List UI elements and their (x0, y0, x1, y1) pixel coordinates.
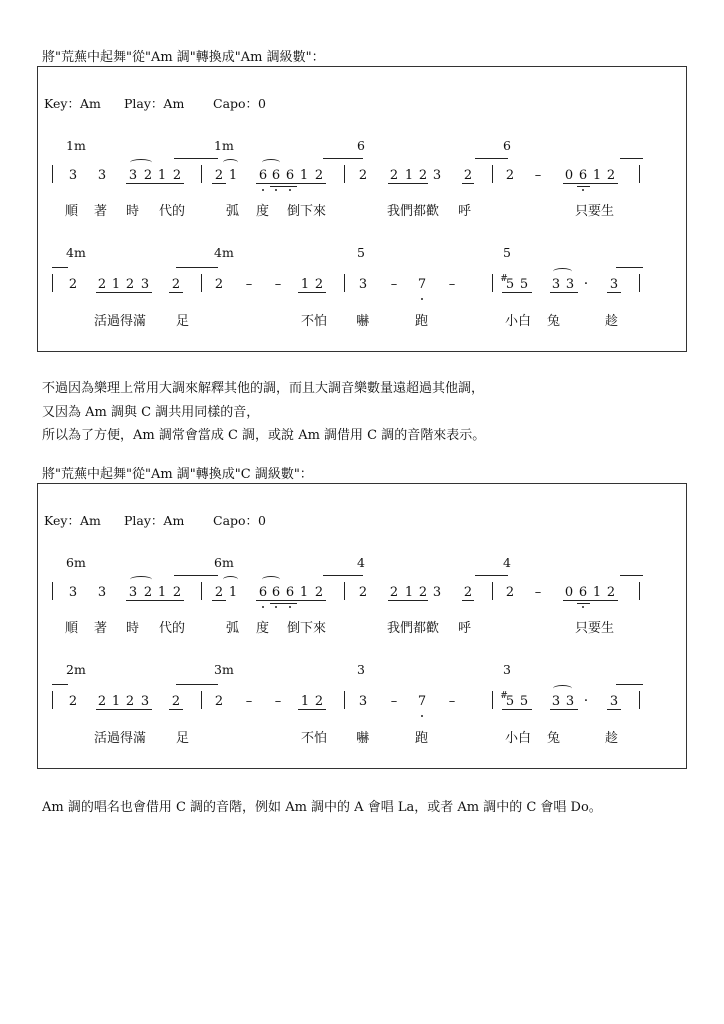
jianpu-note: 6 (258, 585, 268, 600)
slur-arc (553, 268, 572, 275)
lyric: 弧 (226, 204, 240, 219)
jianpu-note: 7 (417, 694, 427, 709)
bar-line (639, 691, 640, 709)
beam-underline (256, 600, 326, 601)
beam-underline (96, 709, 152, 710)
jianpu-note: 1 (592, 168, 602, 183)
lyric: 不怕 (301, 314, 328, 329)
jianpu-note: 2 (389, 585, 399, 600)
bar-line (344, 165, 345, 183)
beam-underline (270, 603, 297, 604)
lyric: 我們都歡 (387, 204, 440, 219)
jianpu-note: 2 (463, 168, 473, 183)
beam-underline (388, 183, 428, 184)
jianpu-note: 6 (578, 168, 588, 183)
jianpu-note: 6 (258, 168, 268, 183)
lyric: 趁 (605, 731, 619, 746)
lyric: 著 (94, 621, 108, 636)
beam-underline (607, 709, 621, 710)
beam-underline (298, 709, 326, 710)
beam-underline (550, 292, 578, 293)
jianpu-note: 3 (551, 277, 561, 292)
chord: 6m (214, 555, 234, 570)
lyric: 趁 (605, 314, 619, 329)
tie-line (616, 684, 643, 686)
jianpu-note: 1 (111, 694, 121, 709)
jianpu-note: · (583, 276, 589, 292)
bar-line (52, 274, 53, 292)
jianpu-note: – (390, 694, 398, 709)
chord: 4 (503, 555, 511, 570)
beam-underline (270, 186, 297, 187)
jianpu-note: 2 (143, 168, 153, 183)
jianpu-note: – (245, 277, 253, 292)
jianpu-note: 2 (214, 168, 224, 183)
jianpu-note: 0 (564, 168, 574, 183)
beam-underline (462, 600, 474, 601)
bar-line (201, 691, 202, 709)
jianpu-note: · (583, 693, 589, 709)
beam-underline (462, 183, 474, 184)
lyric: 時 (126, 204, 140, 219)
jianpu-note: 1 (404, 168, 414, 183)
jianpu-note: 2 (68, 694, 78, 709)
jianpu-note: 6 (578, 585, 588, 600)
lyric: 嚇 (356, 314, 370, 329)
jianpu-note: 6 (285, 585, 295, 600)
jianpu-note: 2 (214, 585, 224, 600)
bar-line (201, 274, 202, 292)
jianpu-note: 5 (505, 694, 515, 709)
jianpu-note: 2 (606, 168, 616, 183)
jianpu-note: 2 (68, 277, 78, 292)
beam-underline (563, 600, 618, 601)
chord: 6 (357, 138, 365, 153)
jianpu-note: 3 (565, 277, 575, 292)
chord: 6m (66, 555, 86, 570)
jianpu-note: 2 (214, 694, 224, 709)
jianpu-note: 2 (606, 585, 616, 600)
octave-dot (582, 189, 584, 191)
tie-line (176, 267, 218, 269)
slur-arc (223, 159, 238, 166)
capo-label: Capo：0 (213, 96, 266, 111)
jianpu-note: 5 (505, 277, 515, 292)
beam-underline (502, 292, 532, 293)
chord: 5 (503, 245, 511, 260)
play-label: Play：Am (124, 96, 185, 111)
octave-dot (582, 606, 584, 608)
jianpu-note: 2 (172, 585, 182, 600)
jianpu-note: 2 (358, 585, 368, 600)
lyric: 只要生 (575, 621, 615, 636)
lyric: 跑 (415, 731, 429, 746)
chord: 1m (214, 138, 234, 153)
jianpu-note: 3 (609, 277, 619, 292)
beam-underline (212, 600, 226, 601)
jianpu-note: 1 (228, 168, 238, 183)
jianpu-note: – (448, 694, 456, 709)
octave-dot (262, 606, 264, 608)
tie-line (475, 158, 508, 160)
jianpu-note: – (534, 585, 542, 600)
score-box-1 (37, 66, 687, 352)
jianpu-note: 5 (519, 277, 529, 292)
jianpu-note: 6 (285, 168, 295, 183)
jianpu-note: 1 (299, 585, 309, 600)
bar-line (344, 274, 345, 292)
jianpu-note: – (245, 694, 253, 709)
jianpu-note: 1 (111, 277, 121, 292)
jianpu-note: 2 (125, 694, 135, 709)
octave-dot (262, 189, 264, 191)
lyric: 弧 (226, 621, 240, 636)
jianpu-note: 2 (125, 277, 135, 292)
jianpu-note: 2 (505, 585, 515, 600)
chord: 4m (66, 245, 86, 260)
notation-row-1 (38, 582, 686, 612)
octave-dot (275, 189, 277, 191)
lyric: 活過得滿 (94, 314, 147, 329)
capo-label: Capo：0 (213, 513, 266, 528)
lyric: 足 (176, 731, 190, 746)
jianpu-note: – (534, 168, 542, 183)
slur-arc (223, 576, 238, 583)
bar-line (344, 691, 345, 709)
octave-dot (421, 715, 423, 717)
jianpu-note: 1 (300, 277, 310, 292)
jianpu-note: 1 (299, 168, 309, 183)
jianpu-note: 1 (592, 585, 602, 600)
tie-line (620, 575, 643, 577)
bar-line (52, 582, 53, 600)
bar-line (492, 582, 493, 600)
beam-underline (577, 186, 590, 187)
slur-arc (553, 685, 572, 692)
jianpu-note: – (274, 277, 282, 292)
jianpu-note: 6 (271, 585, 281, 600)
tie-line (323, 158, 363, 160)
chord: 1m (66, 138, 86, 153)
beam-underline (550, 709, 578, 710)
jianpu-note: – (274, 694, 282, 709)
jianpu-note: 2 (463, 585, 473, 600)
chord: 3 (357, 662, 365, 677)
tie-line (616, 267, 643, 269)
lyric: 倒下來 (287, 621, 327, 636)
bar-line (201, 165, 202, 183)
bar-line (344, 582, 345, 600)
jianpu-note: 2 (214, 277, 224, 292)
jianpu-note: 2 (314, 277, 324, 292)
jianpu-note: # (500, 274, 508, 284)
beam-underline (169, 292, 183, 293)
beam-underline (126, 600, 184, 601)
lyric: 我們都歡 (387, 621, 440, 636)
bar-line (639, 582, 640, 600)
lyric: 倒下來 (287, 204, 327, 219)
tie-line (475, 575, 508, 577)
octave-dot (289, 606, 291, 608)
jianpu-note: 3 (68, 168, 78, 183)
beam-underline (298, 292, 326, 293)
jianpu-note: 3 (358, 694, 368, 709)
jianpu-note: 2 (143, 585, 153, 600)
jianpu-note: 7 (417, 277, 427, 292)
lyric: 時 (126, 621, 140, 636)
jianpu-note: 2 (97, 277, 107, 292)
jianpu-note: 3 (358, 277, 368, 292)
beam-underline (256, 183, 326, 184)
bar-line (492, 165, 493, 183)
jianpu-note: 1 (228, 585, 238, 600)
footer-note: Am 調的唱名也會借用 C 調的音階，例如 Am 調中的 A 會唱 La，或者 Am 調中的 C 會唱 Do。 (42, 800, 602, 815)
jianpu-note: 3 (551, 694, 561, 709)
jianpu-note: 1 (404, 585, 414, 600)
jianpu-note: # (500, 691, 508, 701)
lyric: 嚇 (356, 731, 370, 746)
jianpu-note: 2 (505, 168, 515, 183)
beam-underline (212, 183, 226, 184)
lyric: 呼 (458, 621, 472, 636)
lyric: 兔 (547, 731, 561, 746)
lyric: 跑 (415, 314, 429, 329)
jianpu-note: – (448, 277, 456, 292)
jianpu-note: 3 (97, 585, 107, 600)
jianpu-note: 2 (172, 168, 182, 183)
slur-arc (130, 159, 152, 166)
jianpu-note: 0 (564, 585, 574, 600)
octave-dot (275, 606, 277, 608)
lyric: 兔 (547, 314, 561, 329)
jianpu-note: 1 (157, 585, 167, 600)
beam-underline (563, 183, 618, 184)
chord: 3m (214, 662, 234, 677)
lyric: 代的 (159, 204, 186, 219)
chord: 6 (503, 138, 511, 153)
jianpu-note: 3 (140, 277, 150, 292)
bar-line (52, 691, 53, 709)
tie-line (174, 158, 218, 160)
beam-underline (607, 292, 621, 293)
beam-underline (96, 292, 152, 293)
jianpu-note: – (390, 277, 398, 292)
bar-line (639, 274, 640, 292)
lyric: 不怕 (301, 731, 328, 746)
jianpu-note: 2 (97, 694, 107, 709)
jianpu-note: 2 (358, 168, 368, 183)
lyric: 順 (65, 621, 79, 636)
jianpu-note: 3 (432, 585, 442, 600)
jianpu-note: 3 (565, 694, 575, 709)
beam-underline (126, 183, 184, 184)
lyric: 小白 (505, 314, 532, 329)
bar-line (639, 165, 640, 183)
jianpu-note: 3 (609, 694, 619, 709)
jianpu-note: 3 (97, 168, 107, 183)
jianpu-note: 2 (314, 694, 324, 709)
chord: 4 (357, 555, 365, 570)
key-label: Key：Am (44, 513, 101, 528)
bar-line (52, 165, 53, 183)
octave-dot (289, 189, 291, 191)
bar-line (492, 274, 493, 292)
jianpu-note: 6 (271, 168, 281, 183)
slur-arc (262, 576, 280, 583)
paragraph-line-3: 所以為了方便，Am 調常會當成 C 調，或說 Am 調借用 C 調的音階來表示。 (42, 428, 486, 443)
paragraph-line-1: 不過因為樂理上常用大調來解釋其他的調，而且大調音樂數量遠超過其他調， (42, 381, 485, 396)
tie-line (176, 684, 218, 686)
tie-line (620, 158, 643, 160)
jianpu-note: 2 (418, 168, 428, 183)
lyric: 順 (65, 204, 79, 219)
lyric: 只要生 (575, 204, 615, 219)
play-label: Play：Am (124, 513, 185, 528)
slur-arc (262, 159, 280, 166)
tie-line (52, 684, 68, 686)
jianpu-note: 3 (68, 585, 78, 600)
octave-dot (421, 298, 423, 300)
chord: 5 (357, 245, 365, 260)
tie-line (323, 575, 363, 577)
jianpu-note: 3 (140, 694, 150, 709)
beam-underline (577, 603, 590, 604)
jianpu-note: 3 (128, 168, 138, 183)
jianpu-note: 1 (300, 694, 310, 709)
lyric: 代的 (159, 621, 186, 636)
jianpu-note: 1 (157, 168, 167, 183)
jianpu-note: 2 (314, 168, 324, 183)
lyric: 度 (256, 621, 270, 636)
lyric: 呼 (458, 204, 472, 219)
jianpu-note: 2 (418, 585, 428, 600)
slur-arc (130, 576, 152, 583)
paragraph-line-2: 又因為 Am 調與 C 調共用同樣的音， (42, 405, 260, 420)
tie-line (174, 575, 218, 577)
bar-line (492, 691, 493, 709)
lyric: 著 (94, 204, 108, 219)
section1-heading: 將"荒蕪中起舞"從"Am 調"轉換成"Am 調級數"： (42, 50, 325, 65)
jianpu-note: 2 (314, 585, 324, 600)
jianpu-note: 2 (389, 168, 399, 183)
lyric: 度 (256, 204, 270, 219)
jianpu-note: 2 (171, 277, 181, 292)
lyric: 小白 (505, 731, 532, 746)
chord: 3 (503, 662, 511, 677)
beam-underline (502, 709, 532, 710)
lyric: 活過得滿 (94, 731, 147, 746)
jianpu-note: 5 (519, 694, 529, 709)
chord: 4m (214, 245, 234, 260)
notation-row-1 (38, 165, 686, 195)
beam-underline (169, 709, 183, 710)
notation-row-2 (38, 691, 686, 721)
tie-line (52, 267, 68, 269)
chord: 2m (66, 662, 86, 677)
jianpu-note: 2 (171, 694, 181, 709)
jianpu-note: 3 (432, 168, 442, 183)
beam-underline (388, 600, 428, 601)
lyric: 足 (176, 314, 190, 329)
section2-heading: 將"荒蕪中起舞"從"Am 調"轉換成"C 調級數"： (42, 467, 313, 482)
bar-line (201, 582, 202, 600)
score-box-2 (37, 483, 687, 769)
key-label: Key：Am (44, 96, 101, 111)
notation-row-2 (38, 274, 686, 304)
jianpu-note: 3 (128, 585, 138, 600)
